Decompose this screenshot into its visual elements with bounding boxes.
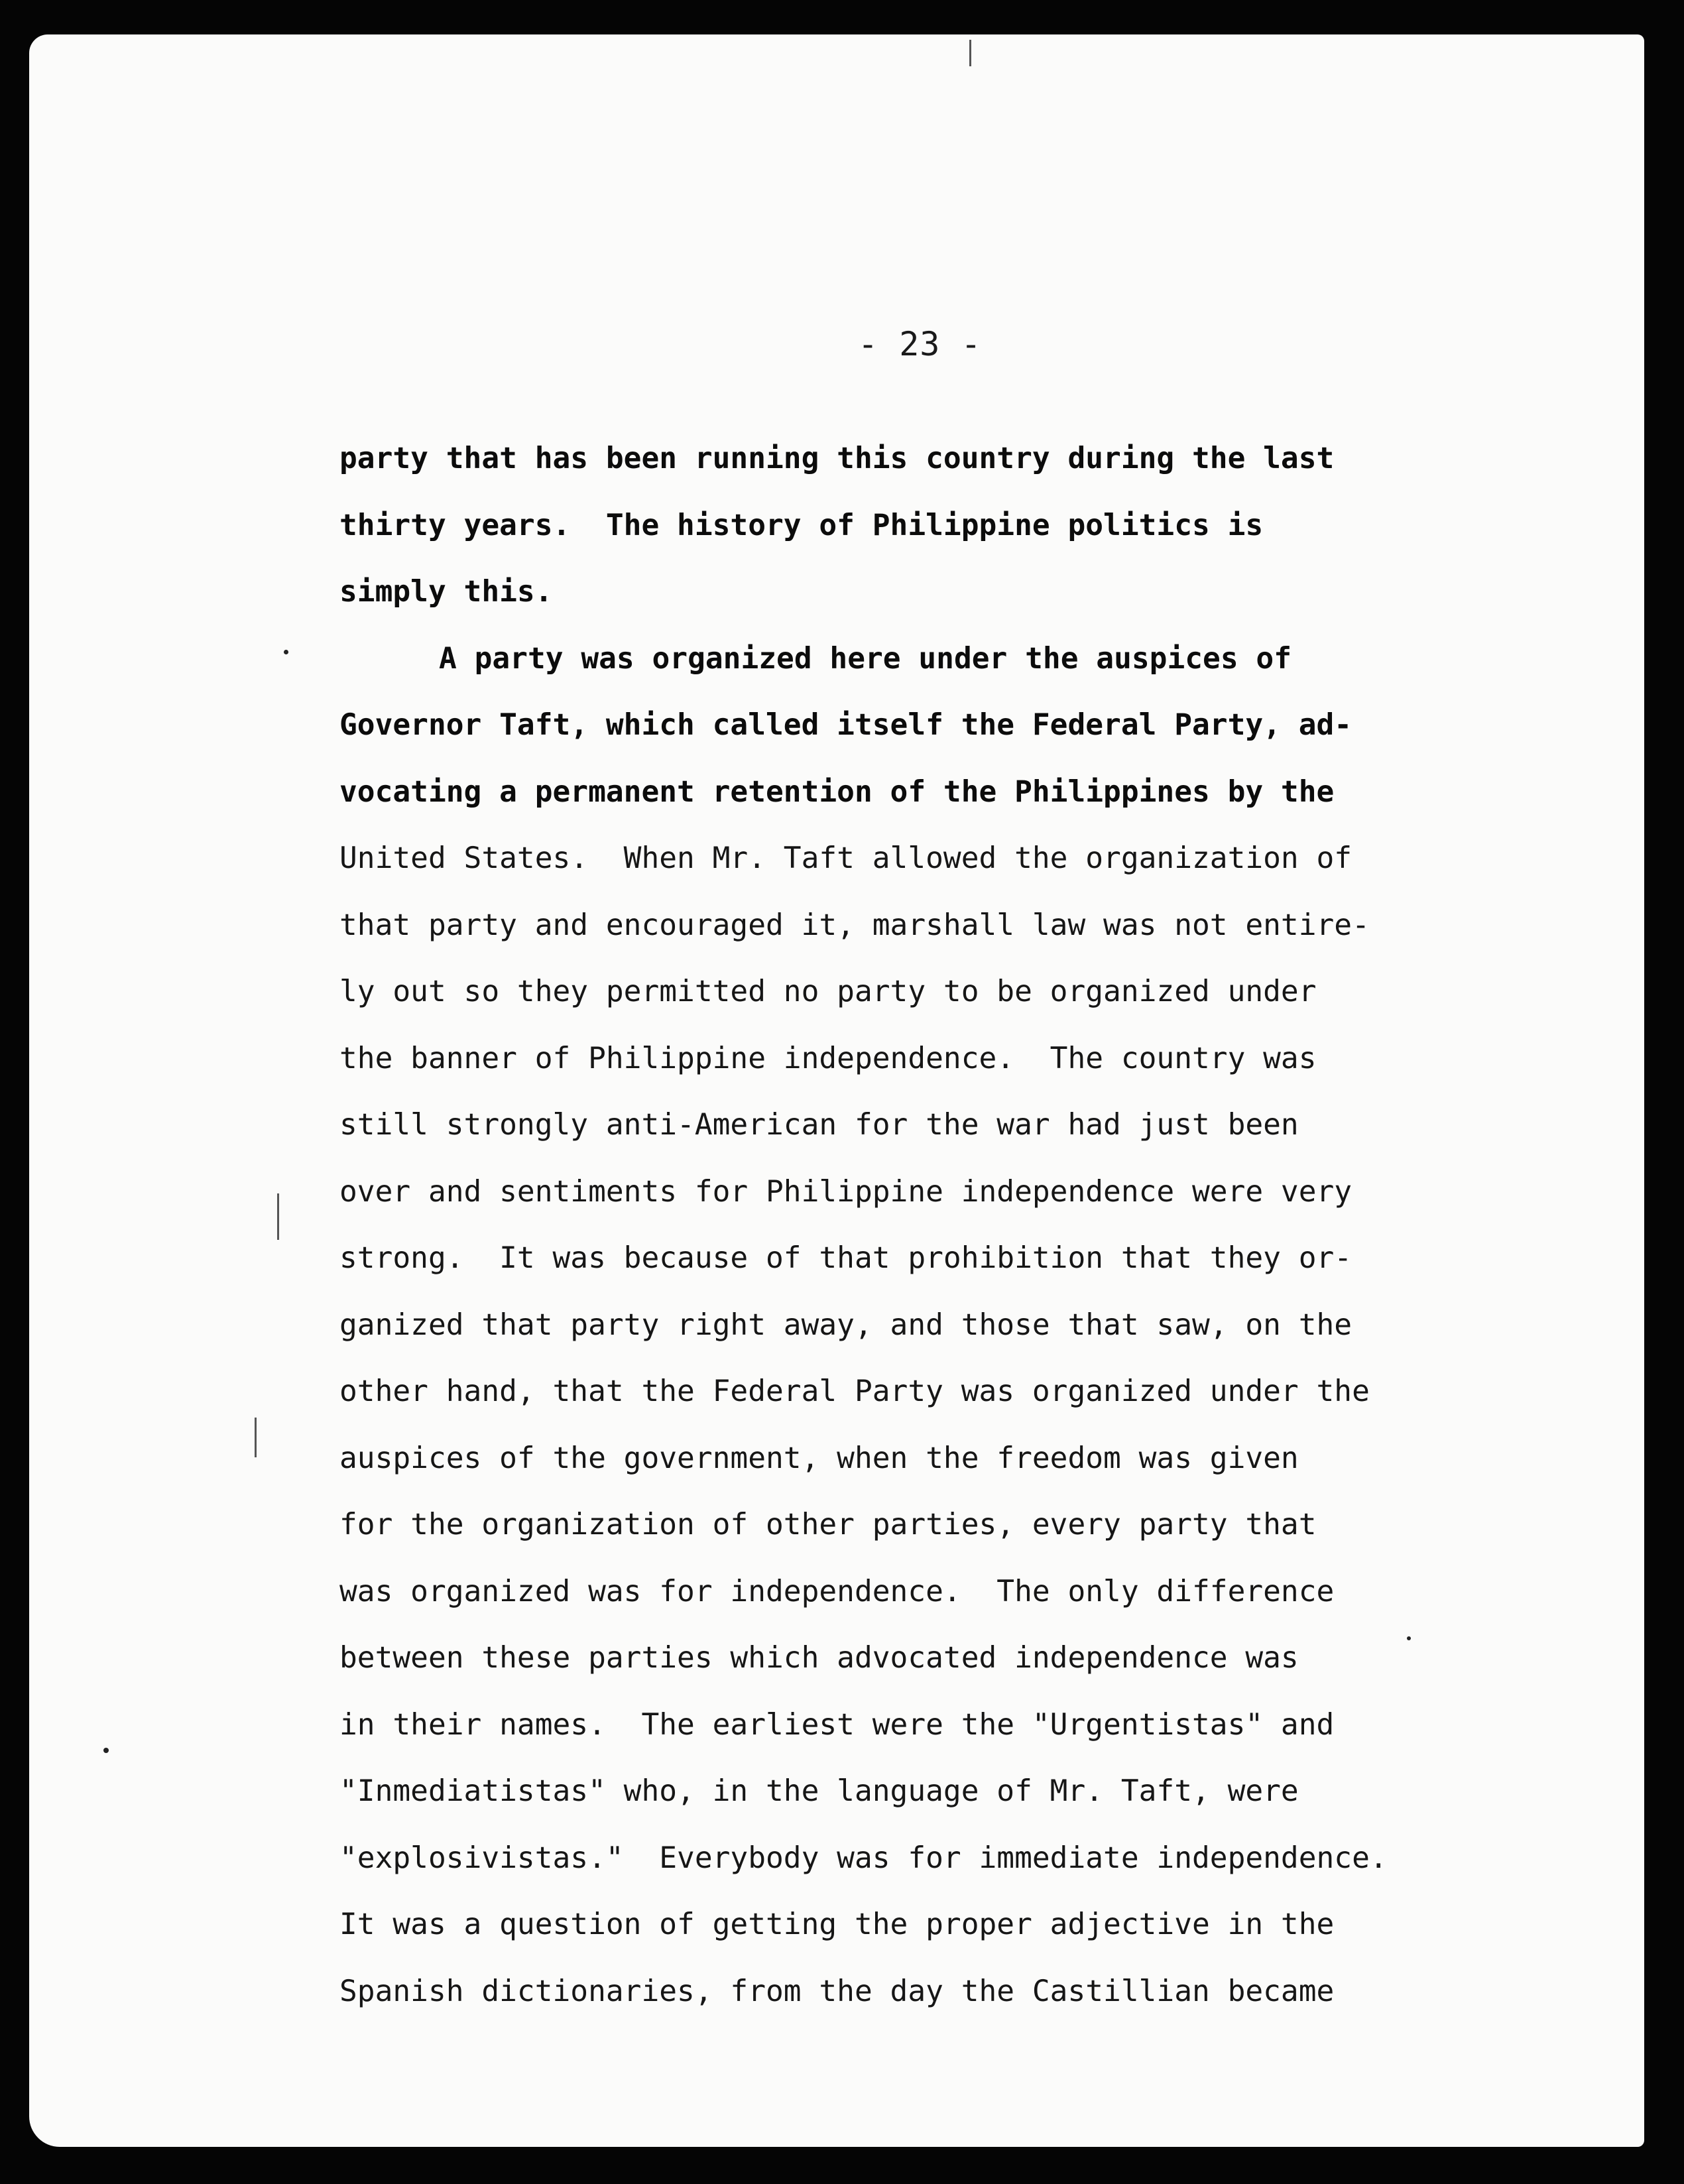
- text-line: over and sentiments for Philippine independence were very: [339, 1174, 1353, 1209]
- text-line: vocating a permanent retention of the Philippines by the: [339, 774, 1335, 809]
- body-text: [339, 426, 1573, 2025]
- text-line: simply this.: [339, 575, 553, 609]
- text-line: between these parties which advocated independence was: [339, 1641, 1299, 1675]
- text-line: Spanish dictionaries, from the day the Castillian became: [339, 1974, 1335, 2008]
- text-line: "Inmediatistas" who, in the language of Mr. Taft, were: [339, 1774, 1299, 1808]
- film-scratch: [277, 1193, 279, 1240]
- text-line: auspices of the government, when the freedom was given: [339, 1441, 1299, 1475]
- text-line: the banner of Philippine independence. The country was: [339, 1041, 1317, 1075]
- text-line: party that has been running this country during the last: [339, 442, 1335, 475]
- text-line: "explosivistas." Everybody was for immediate independence.: [339, 1841, 1388, 1875]
- film-scratch: [969, 40, 971, 66]
- text-line: was organized was for independence. The only difference: [339, 1574, 1335, 1608]
- text-line: ganized that party right away, and those that saw, on the: [339, 1307, 1353, 1342]
- text-line: in their names. The earliest were the "Urgentistas" and: [339, 1707, 1335, 1742]
- text-line: still strongly anti-American for the war had just been: [339, 1108, 1299, 1142]
- text-line: Governor Taft, which called itself the Federal Party, ad-: [339, 708, 1353, 742]
- film-speck: [1407, 1636, 1411, 1640]
- text-line: that party and encouraged it, marshall law was not entire-: [339, 908, 1370, 942]
- film-speck: [103, 1748, 109, 1753]
- text-line: other hand, that the Federal Party was organized under the: [339, 1374, 1370, 1408]
- text-line: thirty years. The history of Philippine politics is: [339, 508, 1264, 542]
- film-speck: [284, 650, 288, 654]
- film-scratch: [255, 1418, 257, 1457]
- document-page: [29, 34, 1644, 2147]
- text-line: for the organization of other parties, every party that: [339, 1508, 1317, 1542]
- text-line: ly out so they permitted no party to be organized under: [339, 975, 1317, 1008]
- text-line: A party was organized here under the auspices of: [439, 641, 1292, 676]
- page-number: - 23 -: [858, 325, 982, 363]
- text-line: It was a question of getting the proper adjective in the: [339, 1908, 1335, 1941]
- text-line: strong. It was because of that prohibition that they or-: [339, 1241, 1353, 1275]
- text-line: United States. When Mr. Taft allowed the organization of: [339, 841, 1353, 875]
